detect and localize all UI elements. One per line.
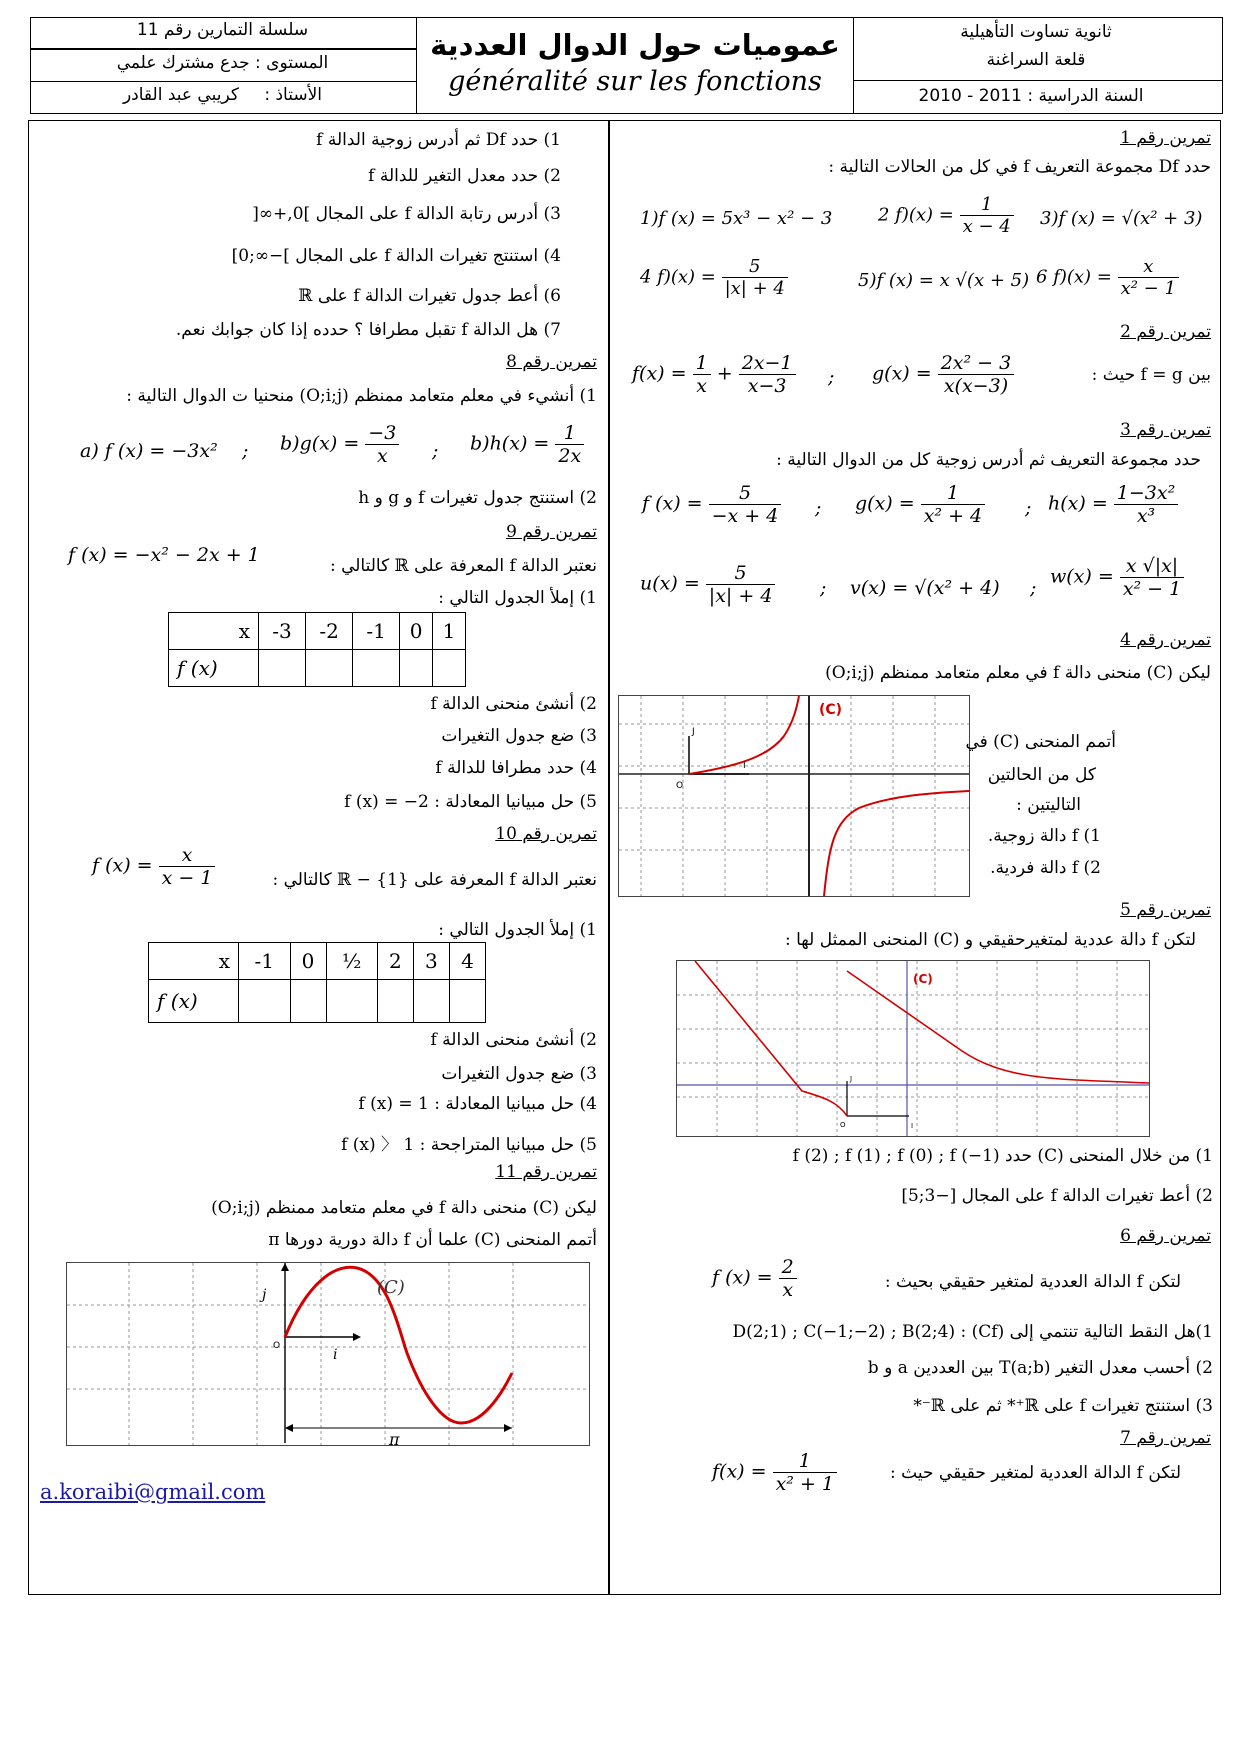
ex9-formula: f (x) = −x² − 2x + 1 [68,544,260,566]
ex6-f [712,1256,797,1301]
denominator: x [696,375,707,397]
title-french: généralité sur les fonctions [448,66,822,97]
ex1-f2-pre: 2 f)(x) = [878,204,954,226]
ex10-q2: 2) أنشئ منحنى الدالة f [430,1030,597,1050]
denominator: x³ [1136,505,1156,527]
ex5-title: تمرين رقم 5 [1120,900,1211,920]
ex7-title: تمرين رقم 7 [1120,1428,1211,1448]
f-value-empty[interactable] [400,650,433,687]
x-value: 3 [413,943,449,980]
numerator: 1 [773,1450,837,1473]
ex4-q2: 2) f دالة فردية. [990,858,1101,878]
denominator: |x| + 4 [708,585,773,607]
ex2-f-frac1 [693,352,711,397]
ex2-text: بين f = g حيث : [1091,365,1211,385]
y-arrow [281,1263,289,1271]
teacher [35,85,410,105]
f-value-empty[interactable] [326,980,377,1023]
ex10-q4: 4) حل مبيانيا المعادلة : f (x) = 1 [358,1094,597,1114]
ex7-f-frac [773,1450,837,1495]
ex8-title: تمرين رقم 8 [506,352,597,372]
x-value: -1 [353,613,400,650]
email-link[interactable]: a.koraibi@gmail.com [40,1480,266,1504]
numerator: 1 [960,194,1014,216]
f-value-empty[interactable] [353,650,400,687]
axis-i-label: I [911,1122,914,1130]
numerator: 1−3x² [1114,482,1178,505]
ex3-sep2: ; [1025,497,1032,519]
grid [67,1263,589,1445]
denominator: x² + 4 [923,505,983,527]
ex10-f-frac [159,844,216,889]
f-value-empty[interactable] [449,980,485,1023]
ex3-u [640,562,775,607]
ex10-q3: 3) ضع جدول التغيرات [441,1064,597,1084]
title-arabic: عموميات حول الدوال العددية [430,28,840,62]
ex2-g-frac [938,352,1015,397]
f-header: f (x) [169,650,259,687]
ex7-item-1: 1) حدد Df ثم أدرس زوجية الدالة f [316,130,561,150]
x-value: 2 [377,943,413,980]
denominator: x [376,445,388,467]
ex3-f-pre: f (x) = [642,492,703,515]
ex3-h [1048,482,1178,527]
axis-j-label: j [262,1287,267,1303]
numerator: 5 [722,256,788,278]
ex3-g [855,482,985,527]
numerator: 2 [779,1256,797,1279]
denominator: x(x−3) [943,375,1009,397]
ex9-q1: 1) إملأ الجدول التالي : [438,588,597,608]
numerator: 2x² − 3 [938,352,1015,375]
ex10-text: نعتبر الدالة f المعرفة على ℝ − {1} كالتالي : [272,870,597,890]
curve-right [847,971,1149,1083]
ex4-intro3: التاليتين : [1016,795,1081,815]
origin-label: O [676,781,684,791]
ex3-f-frac [709,482,782,527]
f-value-empty[interactable] [377,980,413,1023]
table-row [169,613,466,650]
ex10-table [148,942,486,1023]
school-year-label: السنة الدراسية : [1027,86,1144,106]
numerator: 5 [706,562,776,585]
denominator: x [782,1279,794,1301]
ex10-title: تمرين رقم 10 [495,824,597,844]
ex1-f6-pre: 6 f)(x) = [1036,266,1112,288]
ex10-f-pre: f (x) = [92,854,153,877]
ex6-q3: 3) استنتج تغيرات f على ℝ⁺* ثم على ℝ⁻* [913,1396,1213,1416]
ex3-u-pre: u(x) = [640,572,700,595]
ex1-title: تمرين رقم 1 [1120,128,1211,148]
ex2-g-pre: g(x) = [872,362,932,385]
x-header: x [149,943,239,980]
denominator: x² + 1 [775,1473,835,1495]
table-row [169,650,466,687]
ex3-h-frac [1114,482,1178,527]
x-value: -3 [259,613,306,650]
denominator: x−3 [747,375,787,397]
ex8-sep2: ; [432,440,439,462]
ex11-graph [66,1262,590,1446]
ex3-v: v(x) = √(x² + 4) [850,577,1000,599]
x-value: 4 [449,943,485,980]
ex6-f-pre: f (x) = [712,1266,773,1289]
ex5-q1: 1) من خلال المنحنى (C) حدد f (2) ; f (1) ; f (0) ; f (−1) [792,1146,1213,1166]
teacher-label: الأستاذ : [264,85,323,105]
table-row [149,943,486,980]
grid [677,961,1149,1136]
school-name: ثانوية تساوت التأهيلية [960,22,1112,42]
level: المستوى : جدع مشترك علمي [116,53,329,73]
denominator: x² − 1 [1122,578,1182,600]
ex6-text: لتكن f الدالة العددية لمتغير حقيقي بحيث : [884,1272,1181,1292]
numerator: x [159,844,216,867]
ex10-q5: 5) حل مبيانيا المتراجحة : f (x) 〉 1 [341,1135,597,1155]
ex1-f2-frac [960,194,1014,237]
ex9-q3: 3) ضع جدول التغيرات [441,726,597,746]
axis-j-label: J [850,1075,853,1083]
ex3-g-pre: g(x) = [855,492,915,515]
x-value: 0 [400,613,433,650]
ex1-f4 [640,256,788,299]
ex7-text: لتكن f الدالة العددية لمتغير حقيقي حيث : [890,1463,1181,1483]
ex2-sep: ; [828,366,835,388]
ex3-text: حدد مجموعة التعريف ثم أدرس زوجية كل من الدوال التالية : [776,450,1201,470]
ex7-f [712,1450,837,1495]
origin-label: O [273,1341,281,1351]
ex6-title: تمرين رقم 6 [1120,1226,1211,1246]
numerator: 1 [555,422,584,445]
ex6-q2: 2) أحسب معدل التغير T(a;b) بين العددين a و b [867,1358,1213,1378]
ex4-q1: 1) f دالة زوجية. [987,826,1101,846]
ex8-h-pre: b)h(x) = [470,432,550,455]
ex7-item-7: 7) هل الدالة f تقبل مطرافا ؟ حدده إذا كان جوابك نعم. [175,320,561,340]
ex8-sep1: ; [242,440,249,462]
numerator: 1 [693,352,711,375]
ex4-graph [618,695,970,897]
denominator: x − 4 [962,216,1011,237]
ex3-h-pre: h(x) = [1048,492,1108,515]
ex7-item-4: 4) استنتج تغيرات الدالة f على المجال ]−∞;0] [231,246,561,266]
f-header: f (x) [149,980,239,1023]
ex5-graph [676,960,1150,1137]
f-value-empty[interactable] [259,650,306,687]
ex10-f [92,844,215,889]
ex3-sep1: ; [815,497,822,519]
x-value: -1 [239,943,291,980]
ex8-g-pre: b)g(x) = [280,432,360,455]
ex1-text: حدد Df مجموعة التعريف f في كل من الحالات التالية : [828,157,1211,177]
ex1-f1: 1)f (x) = 5x³ − x² − 3 [640,208,833,229]
teacher-name: كريبي عبد القادر [122,85,239,105]
ex7-f-pre: f(x) = [712,1460,767,1483]
ex3-f [642,482,781,527]
numerator: 5 [709,482,782,505]
ex2-title: تمرين رقم 2 [1120,322,1211,342]
ex3-sep4: ; [1030,577,1037,599]
ex2-f-pre: f(x) = [632,362,687,385]
ex2-plus: + [716,362,733,385]
series-number: سلسلة التمارين رقم 11 [136,20,309,40]
ex9-table [168,612,466,687]
x-header: x [169,613,259,650]
ex8-f: a) f (x) = −3x² [80,440,218,462]
numerator: 2x−1 [739,352,796,375]
ex1-f4-pre: 4 f)(x) = [640,266,716,288]
ex8-g [280,422,399,467]
ex8-g-frac [365,422,399,467]
ex8-h [470,422,584,467]
ex5-text: لتكن f دالة عددية لمتغيرحقيقي و (C) المنحنى الممثل لها : [784,930,1196,950]
ex9-title: تمرين رقم 9 [506,522,597,542]
curve-label: (C) [913,972,933,986]
ex2-f-frac2 [739,352,796,397]
ex3-sep3: ; [820,577,827,599]
ex8-h-frac [555,422,584,467]
ex4-text: ليكن (C) منحنى دالة f في معلم متعامد ممنظم (O;i;j) [825,663,1211,683]
ex3-u-frac [706,562,776,607]
origin-label: O [840,1121,846,1129]
ex7-item-6: 6) أعط جدول تغيرات الدالة f على ℝ [298,286,561,306]
f-value-empty[interactable] [306,650,353,687]
ex3-w-frac [1120,555,1184,600]
ex6-f-frac [779,1256,797,1301]
numerator: x √|x| [1120,555,1184,578]
f-value-empty[interactable] [433,650,466,687]
x-value: 1 [433,613,466,650]
ex11-text2: أتمم المنحنى (C) علما أن f دالة دورية دورها π [268,1230,597,1250]
x-value: 0 [290,943,326,980]
ex8-q1: 1) أنشيء في معلم متعامد ممنظم (O;i;j) منحنيا ت الدوال التالية : [126,386,597,406]
denominator: x² − 1 [1120,278,1176,299]
table-row [149,980,486,1023]
curve-label: (C) [377,1277,405,1298]
ex9-q4: 4) حدد مطرافا للدالة f [435,758,597,778]
axis-j-label: J [692,727,695,737]
school-year [851,86,1211,106]
ex1-f5: 5)f (x) = x √(x + 5) [858,270,1030,291]
x-value: ½ [326,943,377,980]
ex4-intro1: أتمم المنحنى (C) في [965,732,1116,752]
period-arrow-right [504,1424,512,1432]
ex3-g-frac [921,482,985,527]
ex9-text: نعتبر الدالة f المعرفة على ℝ كالتالي : [329,556,597,576]
axis-i-label: i [333,1347,338,1363]
x-value: -2 [306,613,353,650]
denominator: x − 1 [161,867,213,889]
ex7-item-3: 3) أدرس رتابة الدالة f على المجال ]0,+∞[ [252,204,561,224]
axis-i-label: I [743,761,746,771]
ex3-w [1050,555,1184,600]
town-name: قلعة السراغنة [986,50,1086,70]
denominator: 2x [558,445,582,467]
ex6-q1: 1)هل النقط التالية تنتمي إلى (Cf) : D(2;1) ; C(−1;−2) ; B(2;4) [732,1322,1213,1342]
period-arrow-left [285,1424,293,1432]
ex10-q1: 1) إملأ الجدول التالي : [438,920,597,940]
ex11-text: ليكن (C) منحنى دالة f في معلم متعامد ممنظم (O;i;j) [211,1198,597,1218]
ex2-f [632,352,796,397]
ex4-title: تمرين رقم 4 [1120,630,1211,650]
numerator: x [1118,256,1179,278]
ex1-f6 [1036,256,1179,299]
ex4-intro2: كل من الحالتين [987,765,1096,785]
ex2-g [872,352,1014,397]
curve-label: (C) [819,702,843,718]
ex9-q2: 2) أنشئ منحنى الدالة f [430,694,597,714]
f-value-empty[interactable] [239,980,291,1023]
ex3-title: تمرين رقم 3 [1120,420,1211,440]
ex1-f3: 3)f (x) = √(x² + 3) [1040,208,1203,229]
curve-left [695,961,847,1116]
ex3-w-pre: w(x) = [1050,565,1114,588]
ex7-item-2: 2) حدد معدل التغير للدالة f [368,166,561,186]
denominator: |x| + 4 [724,278,785,299]
ex11-title: تمرين رقم 11 [495,1162,597,1182]
ex1-f6-frac [1118,256,1179,299]
school-year-value: 2010 - 2011 [918,86,1022,106]
denominator: −x + 4 [711,505,779,527]
ex8-q2: 2) استنتج جدول تغيرات f و g و h [358,488,597,508]
numerator: 1 [921,482,985,505]
grid [619,696,969,896]
ex1-f2 [878,194,1014,237]
ex1-f4-frac [722,256,788,299]
ex9-q5: 5) حل مبيانيا المعادلة : f (x) = −2 [344,792,597,812]
period-label: π [389,1430,400,1446]
numerator: −3 [365,422,399,445]
f-value-empty[interactable] [413,980,449,1023]
ex5-q2: 2) أعط تغيرات الدالة f على المجال [−3;5] [901,1186,1213,1206]
curve-right-lower [824,791,969,896]
x-arrow [353,1333,361,1341]
f-value-empty[interactable] [290,980,326,1023]
